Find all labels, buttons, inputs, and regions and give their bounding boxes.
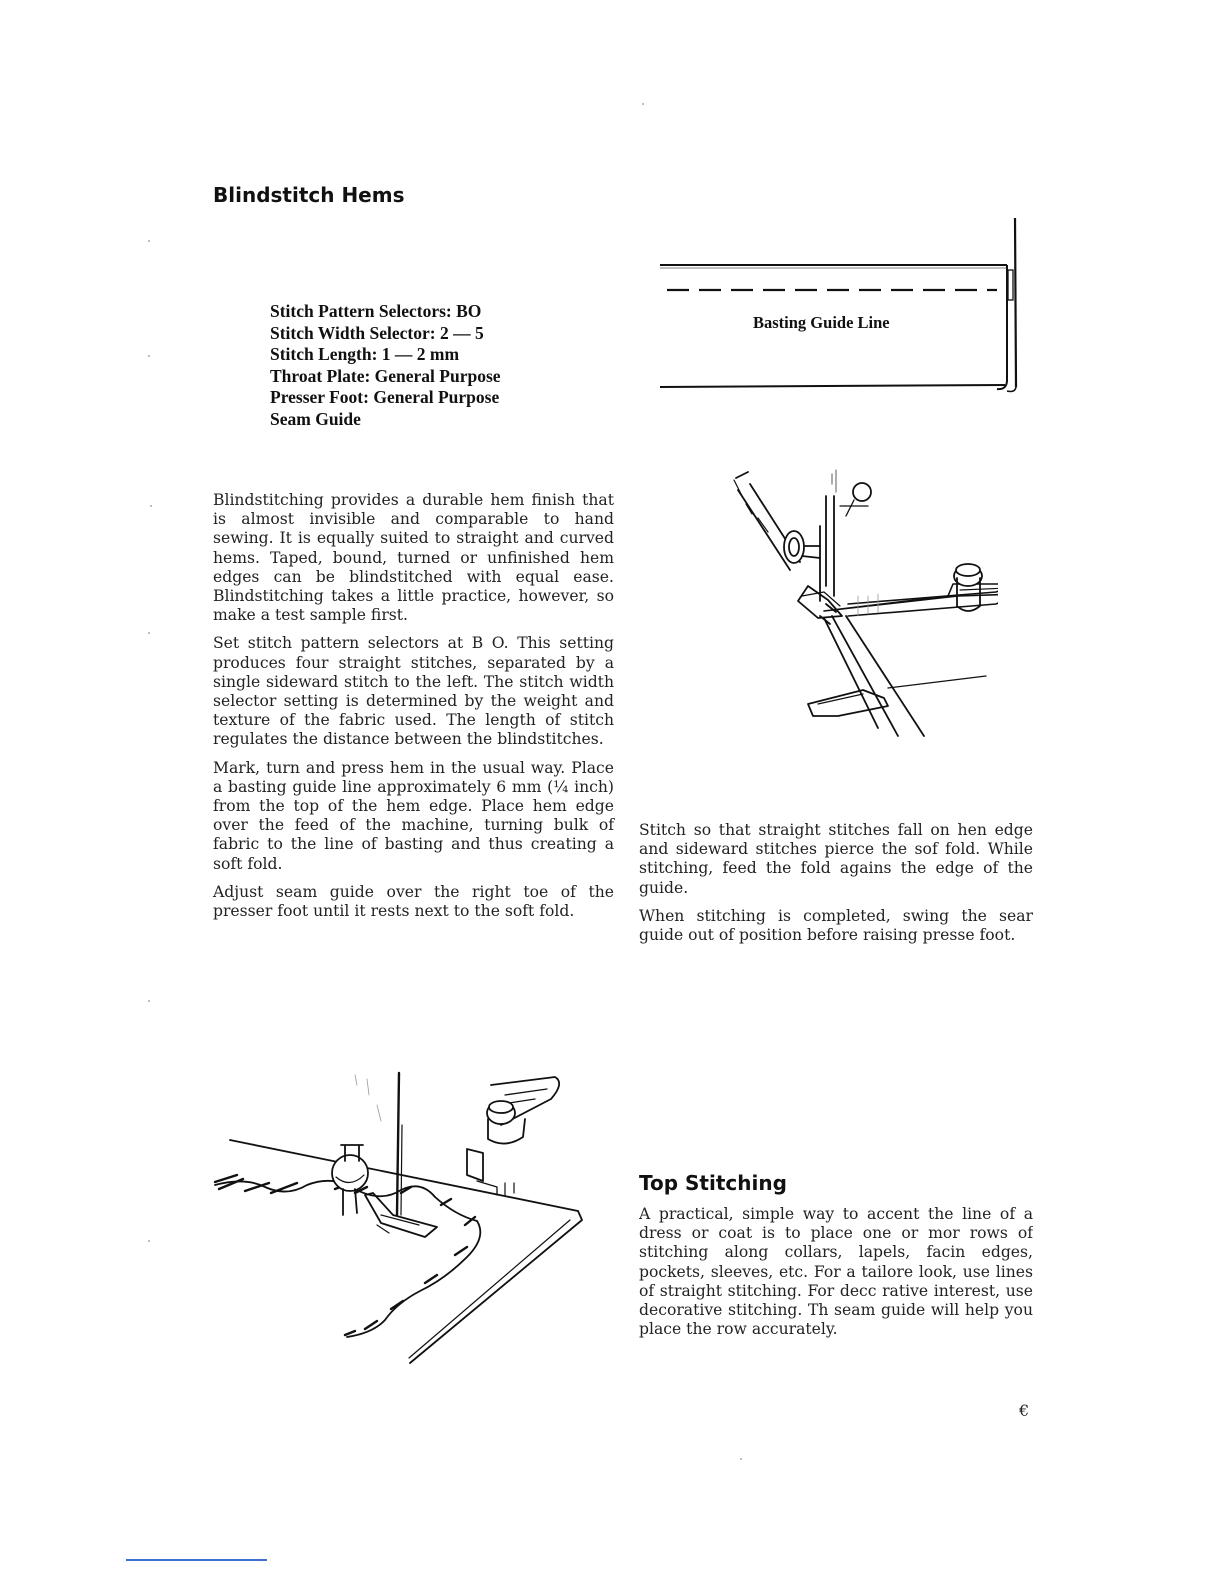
scan-speck [148,240,150,242]
settings-list [270,301,501,431]
scan-speck [642,103,644,105]
top-stitching-illustration [205,1065,590,1365]
top-stitching-title: Top Stitching [639,1171,787,1195]
scan-speck [148,355,150,357]
spec-seam-guide: Seam Guide [270,408,361,429]
scan-speck [148,1000,150,1002]
paragraph: Set stitch pattern selectors at B O. This setting produces four straight stitches, separated by a single sideward stitch to the left. The stitch width selector setting is determined by the weight and texture of the fabric used. The length of stitch regulates the distance between the blindstitches. [213,634,614,749]
paragraph: A practical, simple way to accent the line of a dress or coat is to place one or mor rows of stitching along collars, lapels, facin edges, pockets, sleeves, etc. For a tailore look, use lines of straight stitching. For decc rative interest, use decorative stitching. Th seam guide will help you place the row accurately. [639,1205,1033,1339]
scan-speck [148,632,150,634]
spec-width-selector: Stitch Width Selector: 2 — 5 [270,322,484,343]
scan-speck [740,1458,742,1460]
spec-pattern-selectors: Stitch Pattern Selectors: BO [270,301,482,321]
page-number: € [1019,1401,1030,1420]
footer-rule [126,1559,267,1561]
paragraph: Mark, turn and press hem in the usual way. Place a basting guide line approximately 6 mm (¼ inch) from the top of the hem edge. Place hem edge over the feed of the machine, turning bulk of fabric to the line of basting and thus creating a soft fold. [213,758,614,873]
basting-guide-diagram [655,215,1035,400]
blindstitch-left-column [213,491,614,930]
basting-guide-label: Basting Guide Line [753,313,890,332]
top-stitching-column [639,1205,1033,1348]
scan-speck [150,505,152,507]
blindstitch-hems-title: Blindstitch Hems [213,183,405,207]
paragraph: When stitching is completed, swing the sear guide out of position before raising presse foot. [639,906,1033,945]
spec-throat-plate: Throat Plate: General Purpose [270,365,501,386]
spec-stitch-length: Stitch Length: 1 — 2 mm [270,344,460,365]
scan-speck [148,1240,150,1242]
paragraph: Blindstitching provides a durable hem finish that is almost invisible and comparable to hand sewing. It is equally suited to straight and curved hems. Taped, bound, turned or unfinished hem edges can be blindstitched with equal ease. Blindstitching takes a little practice, however, so make a test sample first. [213,491,614,625]
paragraph: Stitch so that straight stitches fall on hen edge and sideward stitches pierce the sof fold. While stitching, feed the fold agains the edge of the guide. [639,821,1033,897]
seam-guide-machine-illustration [728,466,998,751]
blindstitch-right-column [639,821,1033,954]
spec-presser-foot: Presser Foot: General Purpose [270,387,500,408]
paragraph: Adjust seam guide over the right toe of the presser foot until it rests next to the soft fold. [213,882,614,921]
